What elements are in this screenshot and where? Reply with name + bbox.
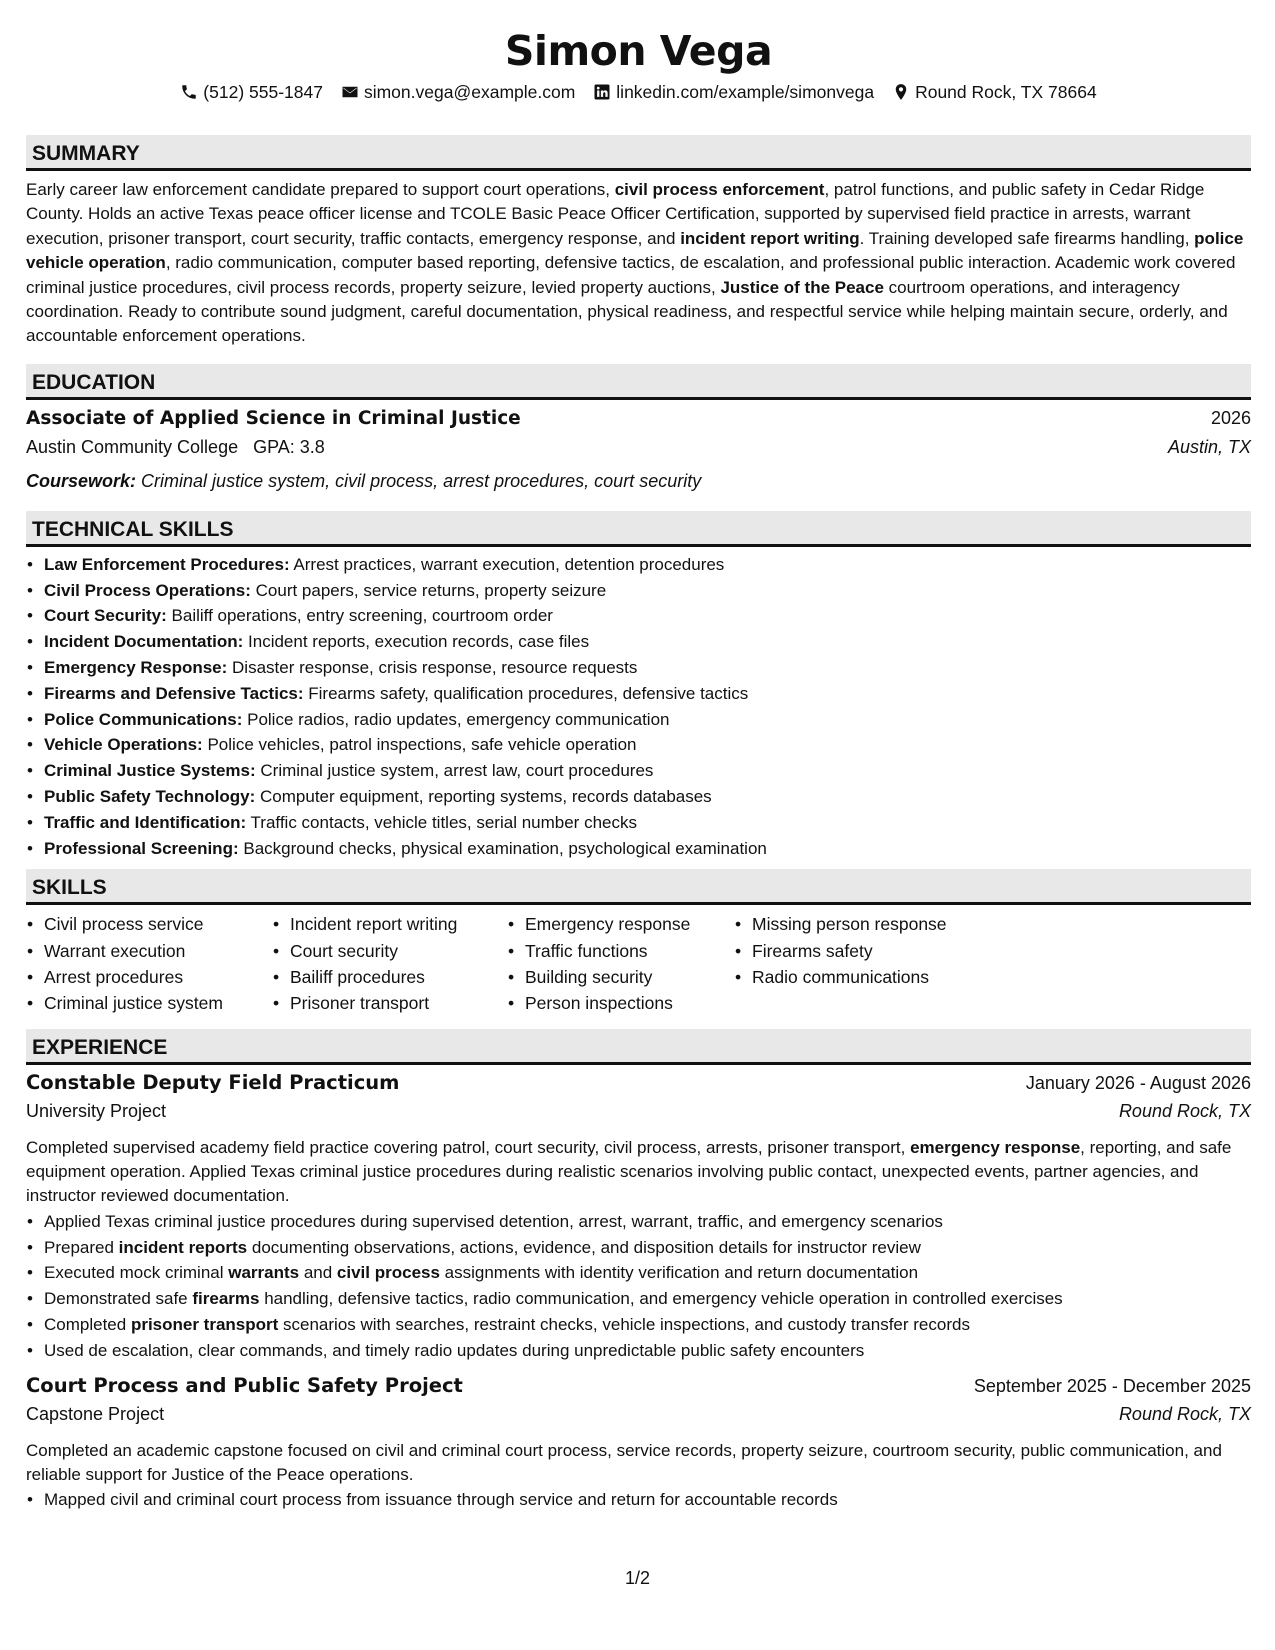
technical-skill-label: Vehicle Operations:	[44, 735, 203, 755]
job-summary	[26, 1136, 1251, 1209]
skills-heading: SKILLS	[26, 869, 1251, 905]
technical-skill-text: Traffic contacts, vehicle titles, serial number checks	[250, 812, 637, 832]
experience-heading: EXPERIENCE	[26, 1029, 1251, 1065]
linkedin-text: linkedin.com/example/simonvega	[616, 81, 875, 102]
text-run: Completed supervised academy field practice covering patrol, court security, civil process, arrests, prisoner transport,	[26, 1137, 911, 1157]
technical-skill-item	[44, 552, 1251, 578]
technical-skill-label: Public Safety Technology:	[44, 787, 256, 807]
technical-skill-item	[44, 578, 1251, 604]
phone-icon	[180, 83, 198, 101]
education-section	[26, 364, 1251, 496]
education-degree-row	[26, 408, 1251, 437]
skills-grid	[26, 911, 1251, 1016]
envelope-icon	[341, 83, 359, 101]
email-text: simon.vega@example.com	[363, 81, 576, 102]
technical-skills-heading: TECHNICAL SKILLS	[26, 511, 1251, 547]
technical-skill-label: Professional Screening:	[44, 838, 239, 858]
job-bullet	[44, 1286, 1251, 1312]
text-run: Early career law enforcement candidate prepared to support court operations,	[26, 180, 615, 199]
technical-skill-text: Firearms safety, qualification procedures, defensive tactics	[308, 683, 749, 703]
job-bullet	[44, 1312, 1251, 1338]
text-run: Demonstrated safe	[44, 1289, 193, 1309]
technical-skill-item	[44, 732, 1251, 758]
job-title: Constable Deputy Field Practicum	[26, 1070, 400, 1094]
job-bullets	[26, 1487, 1251, 1513]
education-school-row	[26, 437, 1251, 466]
skills-column	[507, 911, 734, 1016]
summary-heading: SUMMARY	[26, 135, 1251, 171]
skill-item: • Civil process service	[44, 911, 272, 937]
gpa: GPA: 3.8	[253, 436, 325, 457]
coursework-text: Criminal justice system, civil process, arrest procedures, court security	[141, 470, 702, 491]
experience-list	[26, 1071, 1251, 1514]
technical-skill-text: Criminal justice system, arrest law, court procedures	[260, 761, 654, 781]
text-run: Executed mock criminal	[44, 1263, 229, 1283]
contact-email[interactable]	[341, 82, 575, 103]
technical-skills-section	[26, 511, 1251, 862]
candidate-name: Simon Vega	[504, 27, 773, 75]
text-run: and	[299, 1263, 337, 1283]
text-run: courtroom operations, and interagency coordination. Ready to contribute sound judgment, careful documentation, physical readiness, and respectful service while helping maintain secure, orderly, and accountable enforcement operations.	[26, 277, 1228, 346]
emphasis-text: warrants	[228, 1263, 300, 1283]
technical-skill-label: Civil Process Operations:	[44, 580, 251, 600]
job-location: Round Rock, TX	[1118, 1403, 1251, 1424]
contact-phone[interactable]	[180, 82, 323, 103]
text-run: assignments with identity verification and return documentation	[439, 1263, 919, 1283]
job-entry	[26, 1071, 1251, 1364]
skills-column	[734, 911, 982, 1016]
technical-skill-text: Computer equipment, reporting systems, records databases	[260, 787, 712, 807]
job-organization: University Project	[26, 1100, 167, 1121]
technical-skill-item	[44, 603, 1251, 629]
contact-location	[892, 82, 1097, 103]
phone-text: (512) 555-1847	[203, 81, 323, 102]
technical-skill-text: Police radios, radio updates, emergency communication	[247, 709, 670, 729]
job-dates: September 2025 - December 2025	[973, 1375, 1251, 1396]
technical-skill-label: Court Security:	[44, 606, 167, 626]
contact-bar	[26, 80, 1251, 104]
emphasis-text: incident reports	[118, 1237, 248, 1257]
technical-skill-label: Law Enforcement Procedures:	[44, 554, 290, 574]
emphasis-text: Justice of the Peace	[720, 277, 884, 297]
technical-skill-label: Traffic and Identification:	[44, 812, 247, 832]
skill-item: • Radio communications	[752, 964, 982, 990]
job-summary	[26, 1439, 1251, 1488]
technical-skill-label: Criminal Justice Systems:	[44, 761, 256, 781]
technical-skill-item	[44, 655, 1251, 681]
school-location: Austin, TX	[1167, 436, 1251, 457]
technical-skill-label: Firearms and Defensive Tactics:	[44, 683, 304, 703]
skill-item: • Building security	[525, 964, 734, 990]
skill-item: • Incident report writing	[290, 911, 507, 937]
skill-item: • Criminal justice system	[44, 990, 272, 1016]
skill-item: • Arrest procedures	[44, 964, 272, 990]
skill-item: • Warrant execution	[44, 938, 272, 964]
text-run: scenarios with searches, restraint checks, vehicle inspections, and custody transfer records	[278, 1315, 970, 1334]
technical-skill-item	[44, 629, 1251, 655]
skills-section	[26, 869, 1251, 1016]
text-run: Applied Texas criminal justice procedures during supervised detention, arrest, warrant, traffic, and emergency scenarios	[44, 1211, 943, 1231]
technical-skill-item	[44, 784, 1251, 810]
text-run: Completed	[44, 1315, 131, 1334]
job-org-row	[26, 1101, 1251, 1131]
job-dates: January 2026 - August 2026	[1025, 1072, 1251, 1093]
map-pin-icon	[892, 83, 910, 101]
technical-skill-label: Emergency Response:	[44, 658, 228, 678]
education-heading: EDUCATION	[26, 364, 1251, 400]
technical-skill-text: Bailiff operations, entry screening, courtroom order	[171, 606, 553, 626]
skill-item: • Court security	[290, 938, 507, 964]
skill-item: • Emergency response	[525, 911, 734, 937]
job-entry	[26, 1374, 1251, 1514]
location-text: Round Rock, TX 78664	[915, 81, 1097, 102]
job-bullets	[26, 1209, 1251, 1364]
resume-page	[26, 0, 1251, 1513]
text-run: , patrol functions, and public safety in Cedar Ridge County. Holds an active Texas peace officer license and TCOLE Basic Peace Officer Certification, supported by supervised field practice in arrests, warrant execution, prisoner transport, court security, traffic contacts, emergency response, and	[26, 180, 1205, 248]
text-run: . Training developed safe firearms handling,	[859, 228, 1195, 248]
text-run: Mapped civil and criminal court process from issuance through service and return for accountable records	[44, 1490, 838, 1510]
skills-column	[26, 911, 272, 1016]
technical-skill-item	[44, 810, 1251, 836]
technical-skill-item	[44, 836, 1251, 862]
summary-text	[26, 178, 1251, 349]
job-bullet	[44, 1209, 1251, 1235]
technical-skill-text: Court papers, service returns, property seizure	[255, 580, 607, 600]
emphasis-text: civil process enforcement	[614, 180, 825, 199]
job-location: Round Rock, TX	[1118, 1100, 1251, 1121]
skill-item: • Traffic functions	[525, 938, 734, 964]
technical-skill-text: Arrest practices, warrant execution, detention procedures	[293, 554, 725, 574]
emphasis-text: emergency response	[910, 1137, 1081, 1157]
job-title-row	[26, 1071, 1251, 1101]
technical-skill-label: Police Communications:	[44, 709, 243, 729]
skill-item: • Prisoner transport	[290, 990, 507, 1016]
emphasis-text: civil process	[336, 1263, 440, 1283]
job-bullet	[44, 1338, 1251, 1364]
job-org-row	[26, 1404, 1251, 1434]
skill-item: • Firearms safety	[752, 938, 982, 964]
job-bullet	[44, 1235, 1251, 1261]
coursework-label: Coursework:	[26, 470, 137, 491]
job-title-row	[26, 1374, 1251, 1404]
experience-section	[26, 1029, 1251, 1514]
degree-year: 2026	[1210, 407, 1251, 428]
school-name: Austin Community College	[26, 436, 239, 457]
job-bullet	[44, 1487, 1251, 1513]
job-bullet	[44, 1260, 1251, 1286]
skills-column	[272, 911, 507, 1016]
linkedin-icon	[593, 83, 611, 101]
emphasis-text: firearms	[192, 1289, 260, 1309]
technical-skill-text: Background checks, physical examination, psychological examination	[243, 838, 767, 858]
technical-skill-text: Police vehicles, patrol inspections, safe vehicle operation	[207, 735, 637, 755]
skill-item: • Person inspections	[525, 990, 734, 1016]
summary-section	[26, 135, 1251, 349]
degree-title: Associate of Applied Science in Criminal Justice	[26, 407, 521, 429]
text-run: documenting observations, actions, evidence, and disposition details for instructor review	[247, 1237, 921, 1257]
text-run: , reporting, and safe equipment operation. Applied Texas criminal justice procedures during realistic scenarios involving public contact, unexpected events, partner agencies, and instructor reviewed documentation.	[26, 1137, 1232, 1206]
text-run: Prepared	[44, 1237, 119, 1257]
page-number: 1/2	[624, 1568, 651, 1588]
technical-skills-list	[26, 552, 1251, 862]
school-line	[26, 437, 325, 458]
skill-item: • Missing person response	[752, 911, 982, 937]
text-run: handling, defensive tactics, radio communication, and emergency vehicle operation in controlled exercises	[259, 1289, 1063, 1309]
technical-skill-item	[44, 707, 1251, 733]
text-run: Completed an academic capstone focused on civil and criminal court process, service records, property seizure, courtroom security, public communication, and reliable support for Justice of the Peace operations.	[26, 1440, 1222, 1484]
emphasis-text: incident report writing	[680, 228, 860, 248]
skill-item: • Bailiff procedures	[290, 964, 507, 990]
technical-skill-label: Incident Documentation:	[44, 632, 244, 652]
emphasis-text: police vehicle operation	[26, 228, 1244, 273]
text-run: Used de escalation, clear commands, and timely radio updates during unpredictable public safety encounters	[44, 1340, 865, 1360]
job-title: Court Process and Public Safety Project	[26, 1373, 463, 1397]
text-run: , radio communication, computer based reporting, defensive tactics, de escalation, and professional public interaction. Academic work covered criminal justice procedures, civil process records, property seizure, levied property auctions,	[26, 253, 1236, 297]
emphasis-text: prisoner transport	[130, 1315, 279, 1334]
technical-skill-item	[44, 681, 1251, 707]
technical-skill-text: Incident reports, execution records, case files	[248, 632, 590, 652]
technical-skill-text: Disaster response, crisis response, resource requests	[232, 658, 638, 678]
job-organization: Capstone Project	[26, 1403, 165, 1424]
coursework-line	[26, 466, 1251, 496]
technical-skill-item	[44, 758, 1251, 784]
contact-linkedin[interactable]	[593, 82, 874, 103]
